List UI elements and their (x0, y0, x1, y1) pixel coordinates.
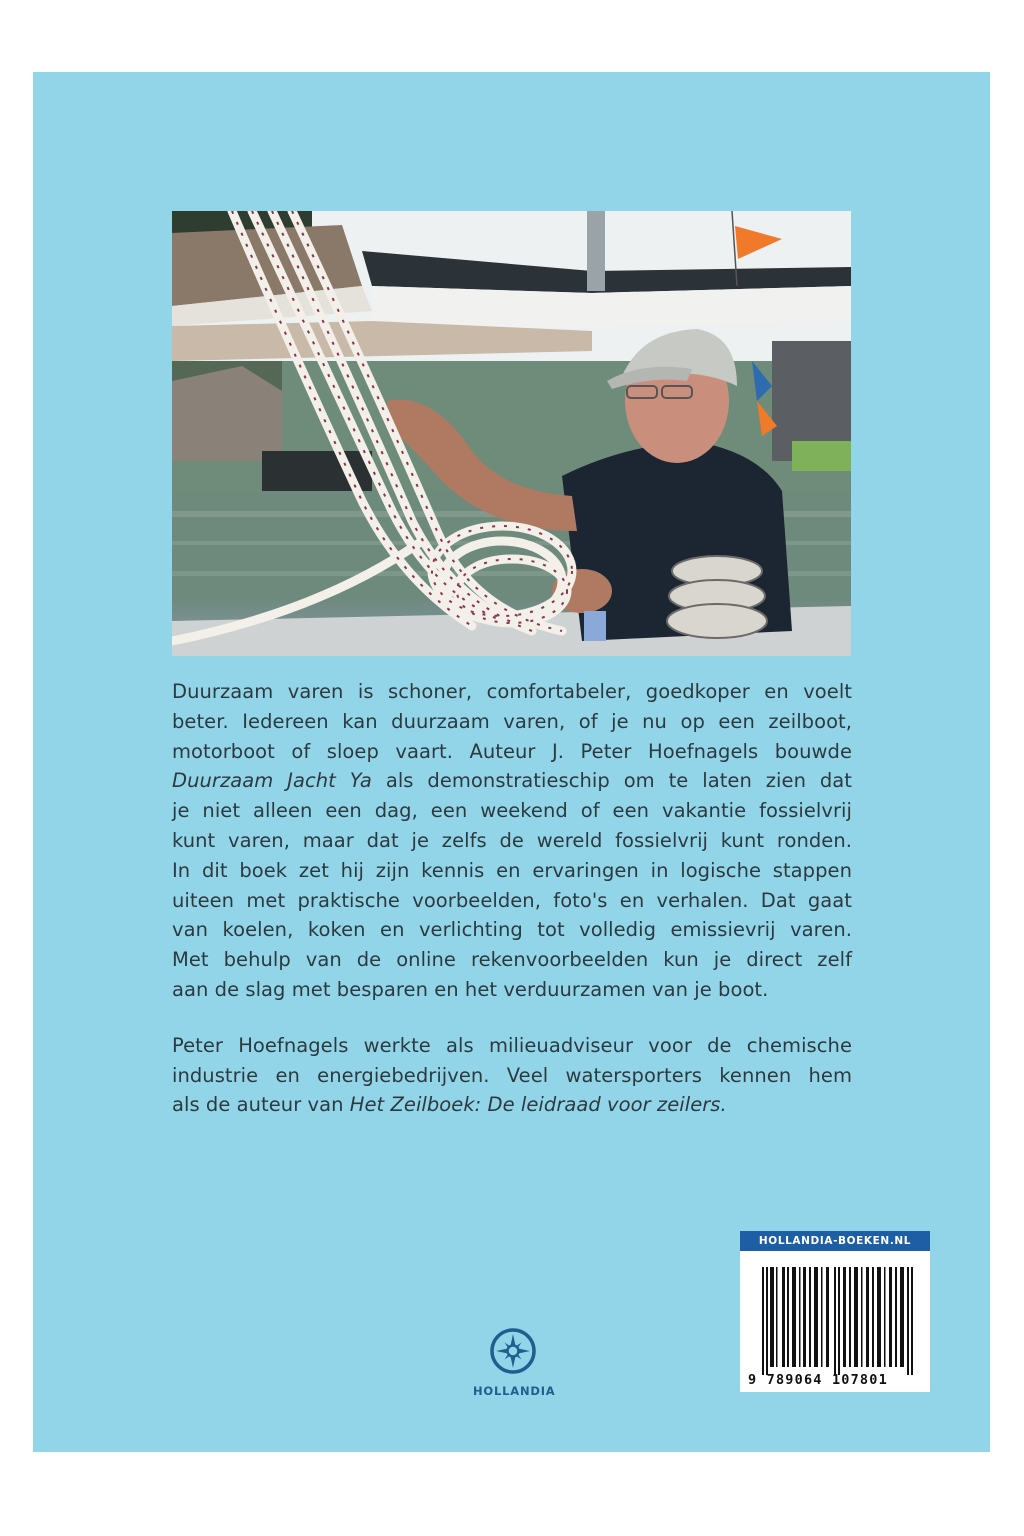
blurb-line: uiteen met praktische voorbeelden, foto's en verhalen. Dat gaat (172, 888, 852, 912)
author-bio (172, 1031, 852, 1120)
blurb-line: Duurzaam varen is schoner, comfortabeler, goedkoper en voelt (172, 680, 852, 703)
blurb-line: motorboot of sloep vaart. Auteur J. Peter Hoefnagels bouwde (172, 739, 852, 763)
bio-line: industrie en energiebedrijven. Veel watersporters kennen hem (172, 1063, 852, 1087)
isbn-barcode-box (740, 1231, 930, 1392)
back-cover-blurb (172, 677, 852, 1120)
bio-line: Peter Hoefnagels werkte als milieuadviseur voor de chemische (172, 1033, 852, 1057)
blurb-line: Met behulp van de online rekenvoorbeelden kun je direct zelf (172, 948, 852, 972)
bio-line-prefix: als de auteur van (172, 1093, 350, 1117)
blurb-line: je niet alleen een dag, een weekend of een vakantie fossielvrij (172, 799, 852, 823)
publisher-website-label: HOLLANDIA-BOEKEN.NL (740, 1231, 930, 1251)
blurb-line (172, 766, 852, 796)
cover-photo (172, 211, 851, 656)
blurb-line: aan de slag met besparen en het verduurzamen van je boot. (172, 977, 769, 1001)
sailor-rope-photo (172, 211, 851, 656)
isbn-digits: 9 789064 107801 (748, 1372, 888, 1388)
blurb-line: In dit boek zet hij zijn kennis en ervaringen in logische stappen (172, 858, 852, 882)
bio-line (172, 1090, 852, 1120)
previous-book-title: Het Zeilboek: De leidraad voor zeilers. (349, 1093, 727, 1117)
ship-name-italic: Duurzaam Jacht Ya (172, 769, 372, 793)
publisher-name: HOLLANDIA (473, 1384, 556, 1398)
blurb-line-rest: als demonstratieschip om te laten zien dat (371, 769, 853, 793)
blurb-line: beter. Iedereen kan duurzaam varen, of je nu op een zeilboot, (172, 709, 852, 733)
blurb-line: van koelen, koken en verlichting tot volledig emissievrij varen. (172, 918, 852, 942)
blurb-paragraph-1 (172, 677, 852, 1005)
compass-rose-icon (488, 1326, 538, 1376)
blurb-line: kunt varen, maar dat je zelfs de wereld fossielvrij kunt ronden. (172, 828, 852, 852)
publisher-logo (473, 1326, 556, 1398)
barcode-icon (762, 1267, 917, 1375)
book-back-cover (33, 72, 990, 1452)
